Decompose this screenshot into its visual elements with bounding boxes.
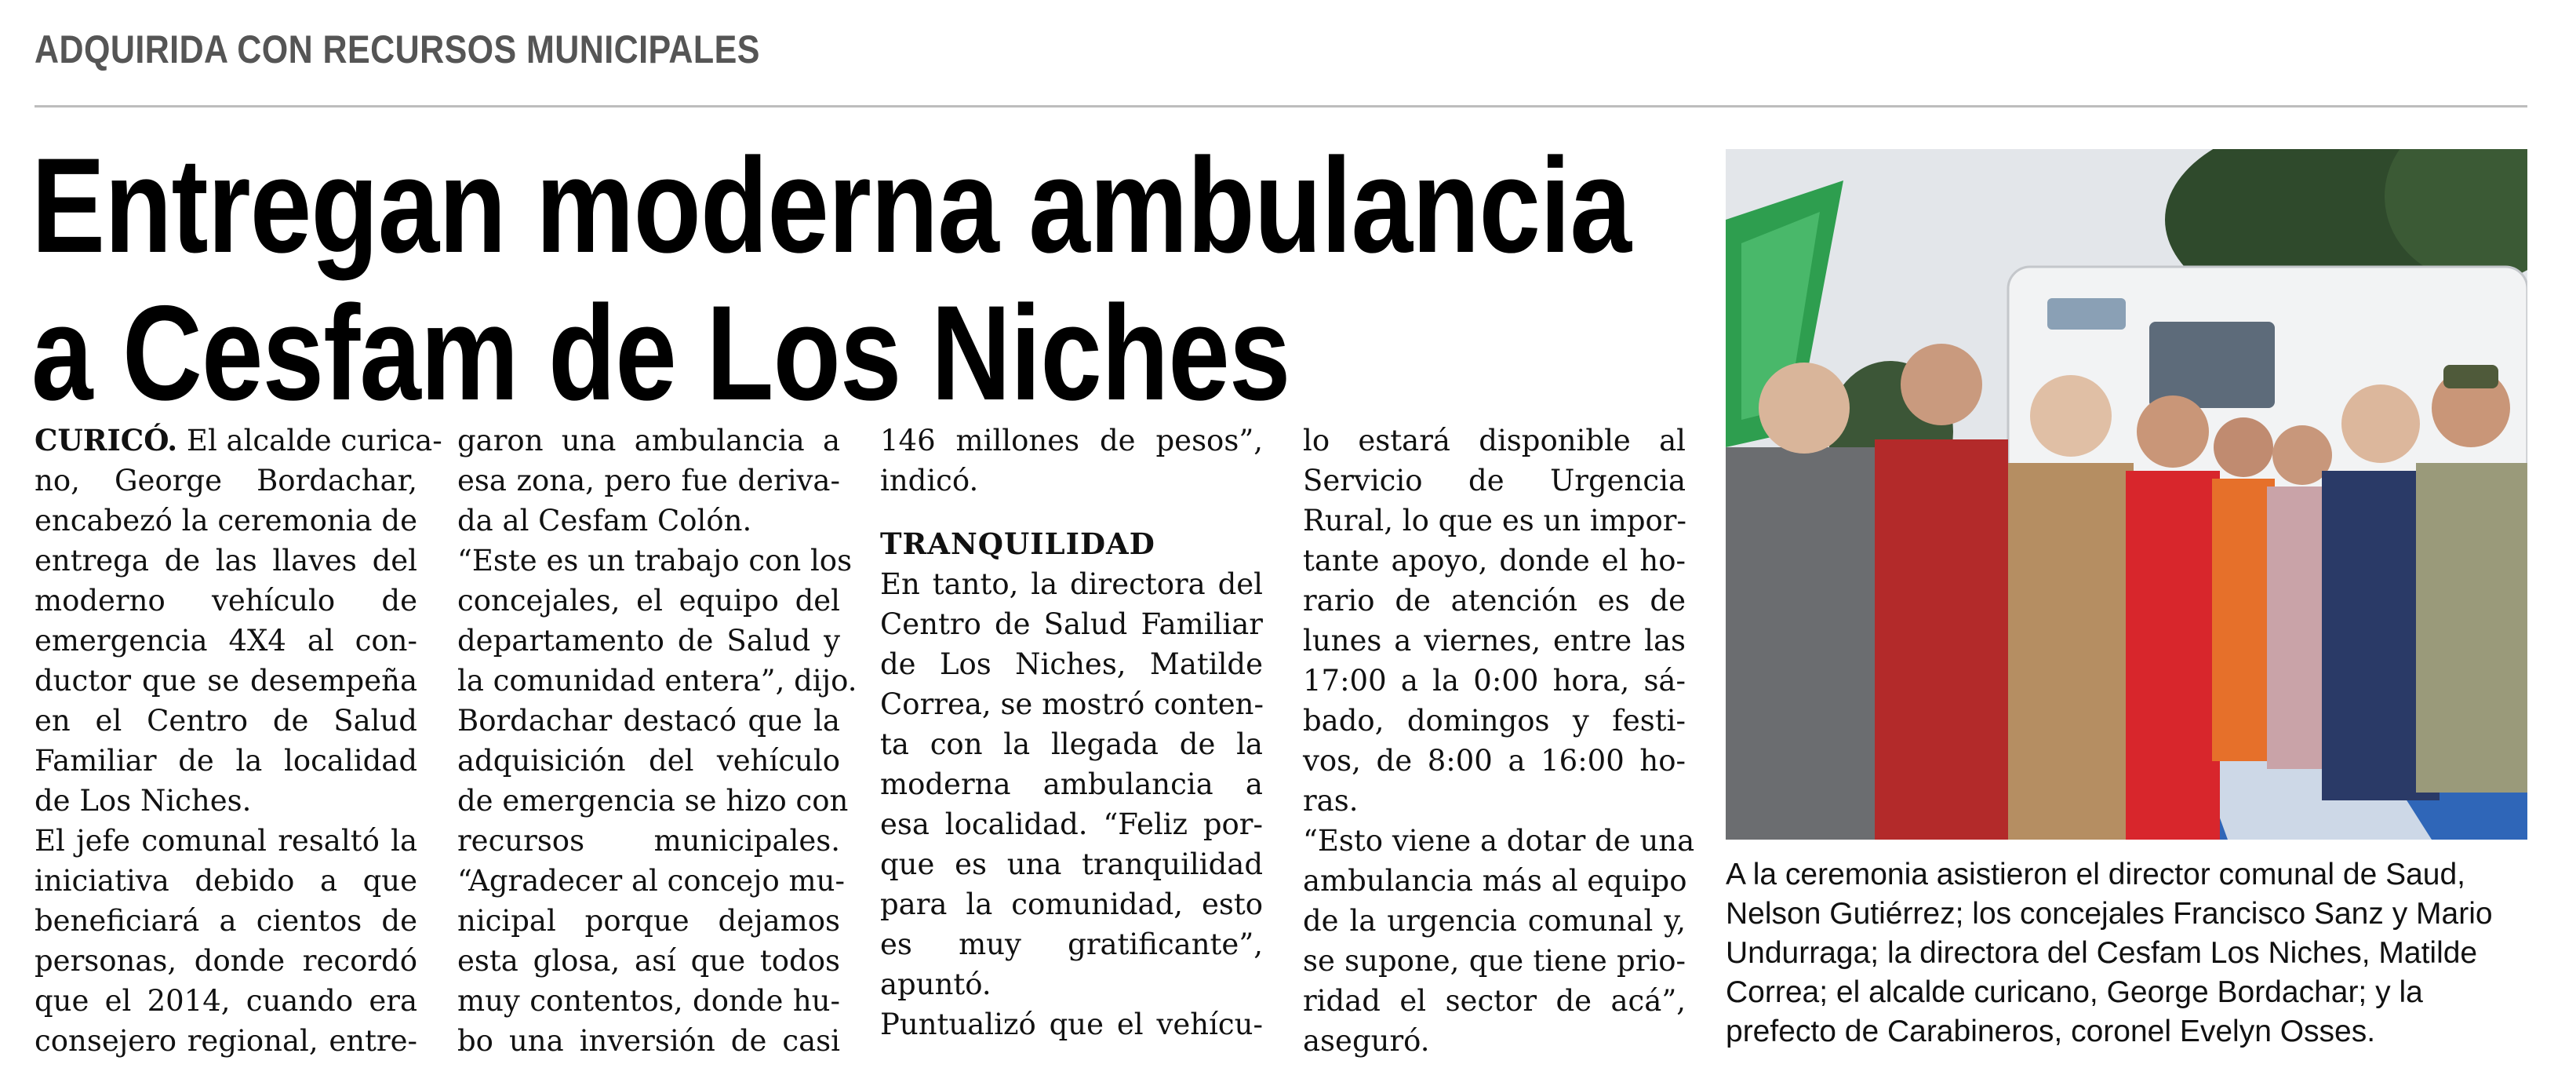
column-line: Puntualizó que el vehícu- [880,1008,1263,1041]
column-line: ductor que se desempeña [35,664,417,698]
column-line: encabezó la ceremonia de [35,504,417,538]
photo-ambulance-lightbar [2047,298,2126,330]
column-line: moderna ambulancia a [880,767,1263,801]
photo-ambulance-window [2149,322,2275,408]
headline-line-2: a Cesfam de Los Niches [31,278,1290,428]
column-line: esta glosa, así que todos [457,944,840,978]
caption-line: Undurraga; la directora del Cesfam Los Niches, Matilde [1726,936,2478,970]
photo-caption [1726,855,2534,1051]
column-line: esa zona, pero fue deriva- [457,464,840,497]
column-line: emergencia 4X4 al con- [35,624,417,658]
column-line: que el 2014, cuando era [35,984,417,1018]
column-line: 17:00 a la 0:00 hora, sá- [1303,664,1686,698]
column-line: iniciativa debido a que [35,864,417,898]
column-line: 146 millones de pesos”, [880,424,1263,457]
column-line: da al Cesfam Colón. [457,504,752,538]
column-line: ridad el sector de acá”, [1303,984,1686,1018]
article-headline [31,130,1632,428]
column-line: “Esto viene a dotar de una [1303,824,1695,858]
caption-line: Nelson Gutiérrez; los concejales Francisco Sanz y Mario [1726,897,2493,931]
column-line: En tanto, la directora del [880,567,1263,601]
article-column-2 [457,421,857,1061]
column-line: ambulancia más al equipo [1303,864,1687,898]
column-line: adquisición del vehículo [457,744,840,778]
column-line: bado, domingos y festi- [1303,704,1686,738]
article-column-1 [35,421,442,1061]
column-line: “Este es un trabajo con los [457,544,853,578]
column-line: vos, de 8:00 a 16:00 ho- [1303,744,1686,778]
column-line: tante apoyo, donde el ho- [1303,544,1686,578]
header-divider [35,105,2527,108]
column-line: ta con la llegada de la [880,727,1263,761]
ceremony-photo [1726,149,2527,840]
column-line: apuntó. [880,968,991,1001]
column-line: lo estará disponible al [1303,424,1686,457]
column-line: para la comunidad, esto [880,887,1263,921]
column-line: de Los Niches, Matilde [880,647,1263,681]
column-line: de la urgencia comunal y, [1303,904,1686,938]
column-line: muy contentos, donde hu- [457,984,840,1018]
caption-line: prefecto de Carabineros, coronel Evelyn Osses. [1726,1015,2376,1048]
article-column-3 [880,421,1263,1044]
column-line: beneficiará a cientos de [35,904,417,938]
dateline: CURICÓ. [35,423,178,457]
column-line: Rural, lo que es un impor- [1303,504,1686,538]
column-line: recursos municipales. [457,824,840,858]
column-line: entrega de las llaves del [35,544,417,578]
column-line: indicó. [880,464,979,497]
column-line: es muy gratificante”, [880,927,1263,961]
column-line: garon una ambulancia a [457,424,840,457]
column-line: personas, donde recordó [35,944,417,978]
column-line: El jefe comunal resaltó la [35,824,417,858]
column-line: bo una inversión de casi [457,1024,840,1058]
column-line: ras. [1303,784,1359,818]
column-line: CURICÓ. El alcalde curica- [35,423,442,457]
headline-line-1: Entregan moderna ambulancia [31,130,1632,281]
column-line: rario de atención es de [1303,584,1686,618]
column-line: “Agradecer al concejo mu- [457,864,845,898]
column-line: Correa, se mostró conten- [880,687,1264,721]
column-line: no, George Bordachar, [35,464,417,497]
column-line: Familiar de la localidad [35,744,417,778]
column-line: Bordachar destacó que la [457,704,840,738]
column-line: de Los Niches. [35,784,252,818]
column-line: de emergencia se hizo con [457,784,849,818]
column-line: consejero regional, entre- [35,1024,417,1058]
column-line: que es una tranquilidad [880,847,1263,881]
column-line: departamento de Salud y [457,624,840,658]
column-line: nicipal porque dejamos [457,904,840,938]
column-line: esa localidad. “Feliz por- [880,807,1263,841]
section-kicker: ADQUIRIDA CON RECURSOS MUNICIPALES [35,27,760,71]
caption-line: Correa; el alcalde curicano, George Bordachar; y la [1726,975,2423,1009]
column-line: Centro de Salud Familiar [880,607,1263,641]
column-line: se supone, que tiene prio- [1303,944,1686,978]
column-line: la comunidad entera”, dijo. [457,664,857,698]
section-subhead: TRANQUILIDAD [880,527,1155,561]
column-line: Servicio de Urgencia [1303,464,1686,497]
column-line: en el Centro de Salud [35,704,417,738]
column-line: aseguró. [1303,1024,1430,1058]
article-column-4 [1303,421,1695,1061]
column-line: lunes a viernes, entre las [1303,624,1686,658]
column-line: concejales, el equipo del [457,584,840,618]
caption-line: A la ceremonia asistieron el director comunal de Saud, [1726,858,2466,891]
column-line: moderno vehículo de [35,584,417,618]
